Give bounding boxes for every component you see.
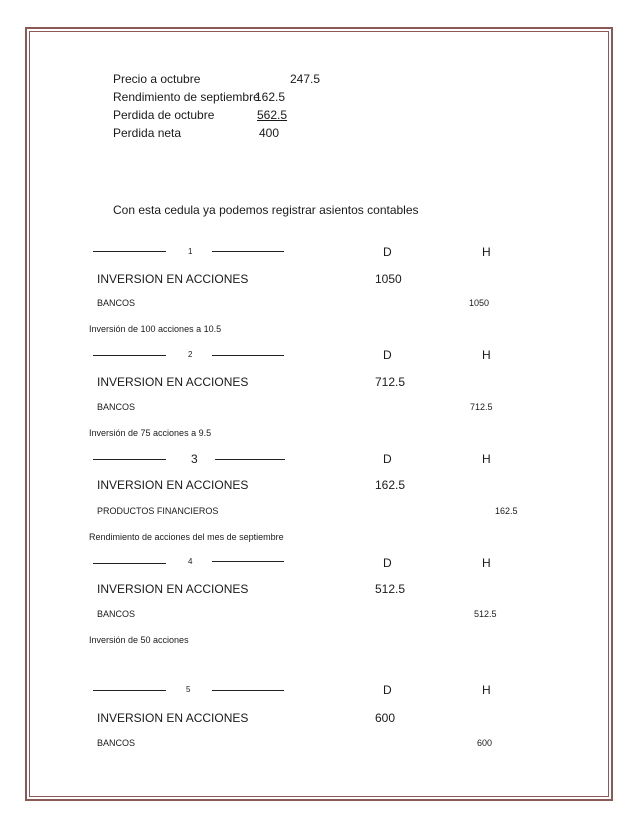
entry-number: 4: [188, 557, 193, 566]
debit-account: INVERSION EN ACCIONES: [97, 478, 249, 492]
entry-description: Inversión de 50 acciones: [89, 635, 189, 645]
entry-rule-left: [93, 459, 166, 460]
entry-rule-left: [93, 690, 166, 691]
page-border-inner: [29, 31, 609, 797]
credit-amount: 712.5: [470, 402, 493, 412]
debit-header: D: [383, 683, 392, 697]
credit-account: BANCOS: [97, 298, 136, 308]
cedula-value: 400: [259, 126, 280, 140]
credit-amount: 162.5: [495, 506, 518, 516]
entry-number: 1: [188, 247, 193, 256]
entry-number: 2: [188, 350, 193, 359]
entry-rule-left: [93, 355, 166, 356]
debit-amount: 1050: [375, 272, 402, 286]
debit-amount: 712.5: [375, 375, 406, 389]
credit-account: BANCOS: [97, 402, 136, 412]
entry-description: Inversión de 75 acciones a 9.5: [89, 428, 212, 438]
entry-rule-right: [212, 561, 284, 562]
debit-header: D: [383, 245, 392, 259]
entry-rule-left: [93, 251, 166, 252]
debit-amount: 512.5: [375, 582, 406, 596]
credit-header: H: [482, 683, 491, 697]
cedula-value: 162.5: [255, 90, 286, 104]
cedula-value: 247.5: [290, 72, 321, 86]
credit-amount: 600: [477, 738, 493, 748]
entry-description: Inversión de 100 acciones a 10.5: [89, 324, 222, 334]
credit-account: BANCOS: [97, 609, 136, 619]
cedula-label: Rendimiento de septiembre: [113, 90, 260, 104]
credit-account: BANCOS: [97, 738, 136, 748]
credit-amount: 512.5: [474, 609, 497, 619]
entry-rule-right: [212, 355, 284, 356]
credit-account: PRODUCTOS FINANCIEROS: [97, 506, 219, 516]
debit-amount: 600: [375, 711, 396, 725]
cedula-label: Perdida neta: [113, 126, 182, 140]
debit-header: D: [383, 348, 392, 362]
entry-description: Rendimiento de acciones del mes de septiembre: [89, 532, 284, 542]
debit-amount: 162.5: [375, 478, 406, 492]
credit-header: H: [482, 348, 491, 362]
credit-header: H: [482, 556, 491, 570]
debit-account: INVERSION EN ACCIONES: [97, 711, 249, 725]
debit-account: INVERSION EN ACCIONES: [97, 582, 249, 596]
entry-rule-right: [212, 251, 284, 252]
cedula-label: Precio a octubre: [113, 72, 201, 86]
entry-rule-right: [212, 690, 284, 691]
debit-account: INVERSION EN ACCIONES: [97, 272, 249, 286]
debit-account: INVERSION EN ACCIONES: [97, 375, 249, 389]
credit-header: H: [482, 245, 491, 259]
intro-text: Con esta cedula ya podemos registrar asientos contables: [113, 203, 419, 217]
entry-number: 3: [191, 452, 198, 466]
entry-rule-left: [93, 563, 166, 564]
entry-number: 5: [186, 685, 191, 694]
cedula-label: Perdida de octubre: [113, 108, 215, 122]
debit-header: D: [383, 556, 392, 570]
credit-amount: 1050: [469, 298, 490, 308]
entry-rule-right: [215, 459, 285, 460]
cedula-value: 562.5: [257, 108, 288, 122]
credit-header: H: [482, 452, 491, 466]
debit-header: D: [383, 452, 392, 466]
